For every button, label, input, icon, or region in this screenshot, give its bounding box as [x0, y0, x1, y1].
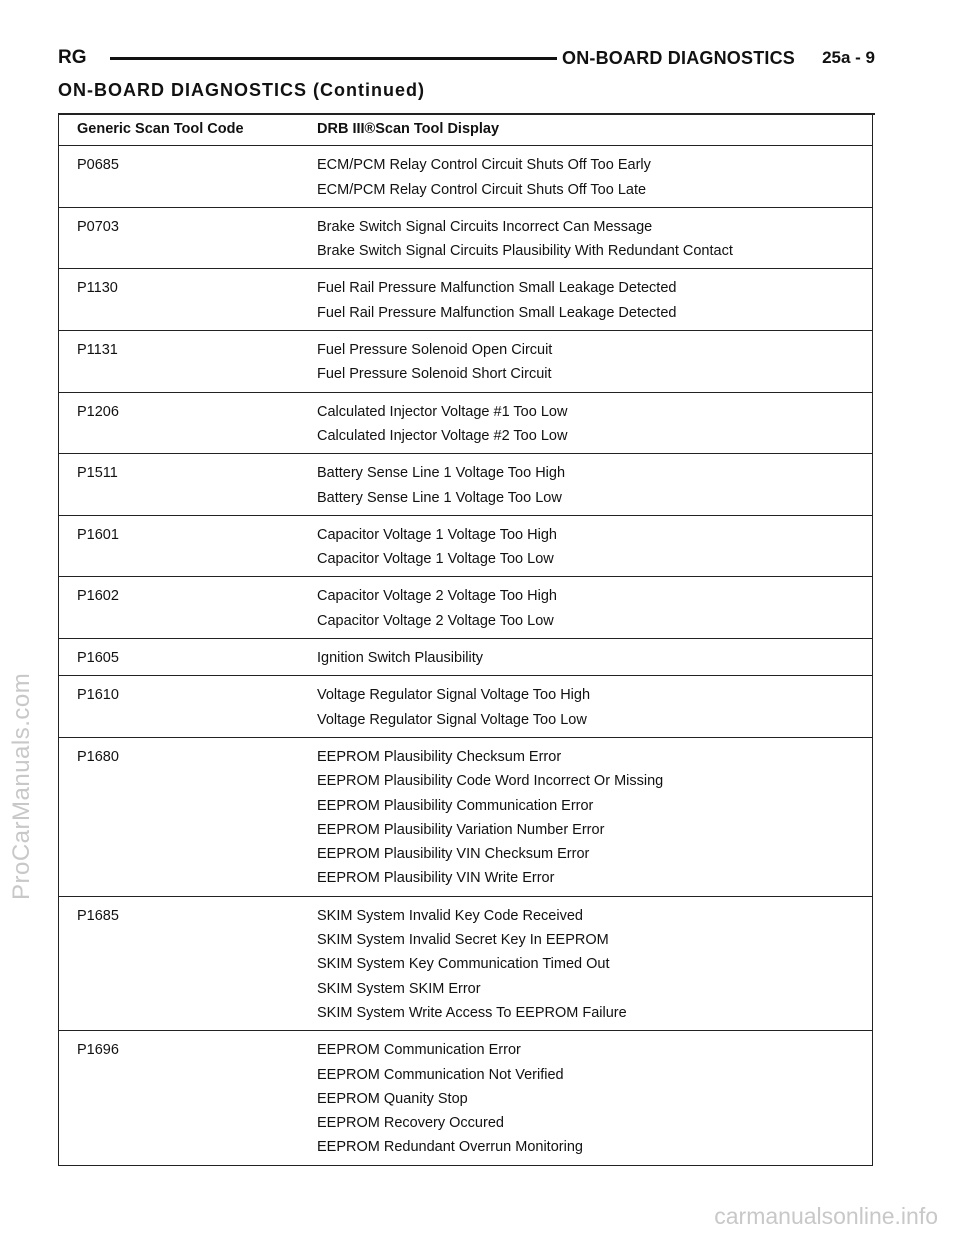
- dtc-code: P1130: [77, 280, 118, 297]
- table-row: [59, 331, 872, 393]
- dtc-description: EEPROM Plausibility Checksum Error: [317, 748, 562, 765]
- dtc-description: EEPROM Plausibility VIN Checksum Error: [317, 846, 590, 863]
- dtc-description: EEPROM Plausibility VIN Write Error: [317, 870, 555, 887]
- table-row: [59, 577, 872, 639]
- dtc-description: EEPROM Plausibility Code Word Incorrect Or Missing: [317, 773, 664, 790]
- dtc-code: P1206: [77, 403, 119, 420]
- dtc-description: Capacitor Voltage 2 Voltage Too Low: [317, 612, 554, 629]
- table-row: [59, 208, 872, 270]
- table-row: [59, 897, 872, 1031]
- dtc-description: Fuel Rail Pressure Malfunction Small Leakage Detected: [317, 304, 677, 321]
- dtc-descriptions: [317, 338, 872, 387]
- section-title: ON-BOARD DIAGNOSTICS (Continued): [58, 80, 425, 100]
- header-page-number: 25a - 9: [822, 48, 875, 67]
- dtc-description: Brake Switch Signal Circuits Plausibility With Redundant Contact: [317, 243, 733, 260]
- table-row: [59, 516, 872, 578]
- dtc-descriptions: [317, 1038, 872, 1159]
- dtc-descriptions: [317, 745, 872, 891]
- dtc-code: P1685: [77, 907, 119, 924]
- dtc-descriptions: [317, 215, 872, 264]
- header-rule: [110, 57, 557, 60]
- dtc-description: EEPROM Quanity Stop: [317, 1090, 468, 1107]
- dtc-description: EEPROM Communication Error: [317, 1042, 521, 1059]
- dtc-code: P1680: [77, 748, 119, 765]
- dtc-description: Capacitor Voltage 2 Voltage Too High: [317, 588, 557, 605]
- column-header-display: DRB III®Scan Tool Display: [317, 121, 500, 137]
- dtc-description: Battery Sense Line 1 Voltage Too Low: [317, 489, 562, 506]
- dtc-code: P1602: [77, 588, 119, 605]
- dtc-description: Battery Sense Line 1 Voltage Too High: [317, 465, 566, 482]
- dtc-description: Fuel Pressure Solenoid Short Circuit: [317, 366, 552, 383]
- dtc-descriptions: [317, 904, 872, 1025]
- table-row: [59, 738, 872, 897]
- dtc-description: Brake Switch Signal Circuits Incorrect Can Message: [317, 218, 653, 235]
- bottom-watermark: carmanualsonline.info: [714, 1203, 938, 1229]
- dtc-description: Calculated Injector Voltage #2 Too Low: [317, 427, 568, 444]
- dtc-code: P1131: [77, 342, 118, 359]
- dtc-descriptions: [317, 400, 872, 449]
- dtc-description: Calculated Injector Voltage #1 Too Low: [317, 403, 568, 420]
- dtc-description: Ignition Switch Plausibility: [317, 650, 484, 667]
- table-row: [59, 146, 872, 208]
- table-row: [59, 454, 872, 516]
- header-vehicle-code: RG: [58, 47, 87, 68]
- dtc-description: Capacitor Voltage 1 Voltage Too High: [317, 526, 557, 543]
- dtc-description: Voltage Regulator Signal Voltage Too High: [317, 687, 591, 704]
- dtc-code: P1605: [77, 650, 119, 667]
- dtc-code: P0685: [77, 157, 119, 174]
- dtc-description: EEPROM Communication Not Verified: [317, 1066, 564, 1083]
- dtc-description: SKIM System SKIM Error: [317, 980, 481, 997]
- dtc-description: SKIM System Key Communication Timed Out: [317, 956, 610, 973]
- dtc-descriptions: [317, 646, 872, 670]
- dtc-code: P1610: [77, 687, 119, 704]
- dtc-description: SKIM System Invalid Secret Key In EEPROM: [317, 932, 609, 949]
- dtc-descriptions: [317, 276, 872, 325]
- table-row: [59, 676, 872, 738]
- side-watermark: ProCarManuals.com: [8, 672, 35, 900]
- dtc-code: P1696: [77, 1042, 119, 1059]
- dtc-description: ECM/PCM Relay Control Circuit Shuts Off Too Late: [317, 181, 647, 198]
- table-row: [59, 393, 872, 455]
- table-header-row: [59, 114, 872, 146]
- table-row: [59, 639, 872, 676]
- table-row: [59, 269, 872, 331]
- dtc-description: Fuel Rail Pressure Malfunction Small Leakage Detected: [317, 280, 677, 297]
- dtc-description: EEPROM Plausibility Communication Error: [317, 797, 594, 814]
- dtc-descriptions: [317, 683, 872, 732]
- column-header-code: Generic Scan Tool Code: [77, 121, 244, 137]
- dtc-descriptions: [317, 153, 872, 202]
- dtc-description: Voltage Regulator Signal Voltage Too Low: [317, 711, 587, 728]
- dtc-description: EEPROM Plausibility Variation Number Error: [317, 821, 605, 838]
- dtc-descriptions: [317, 523, 872, 572]
- dtc-code: P1511: [77, 465, 118, 482]
- dtc-table: [58, 114, 873, 1166]
- dtc-descriptions: [317, 584, 872, 633]
- dtc-description: Capacitor Voltage 1 Voltage Too Low: [317, 551, 554, 568]
- dtc-code: P0703: [77, 218, 119, 235]
- header-section-name: ON-BOARD DIAGNOSTICS: [562, 48, 795, 68]
- dtc-description: ECM/PCM Relay Control Circuit Shuts Off Too Early: [317, 157, 651, 174]
- dtc-description: SKIM System Invalid Key Code Received: [317, 907, 583, 924]
- dtc-description: EEPROM Recovery Occured: [317, 1115, 504, 1132]
- dtc-description: Fuel Pressure Solenoid Open Circuit: [317, 342, 553, 359]
- table-row: [59, 1031, 872, 1164]
- page-header: [58, 44, 875, 72]
- dtc-code: P1601: [77, 526, 119, 543]
- dtc-descriptions: [317, 461, 872, 510]
- dtc-description: EEPROM Redundant Overrun Monitoring: [317, 1139, 583, 1156]
- dtc-description: SKIM System Write Access To EEPROM Failure: [317, 1004, 627, 1021]
